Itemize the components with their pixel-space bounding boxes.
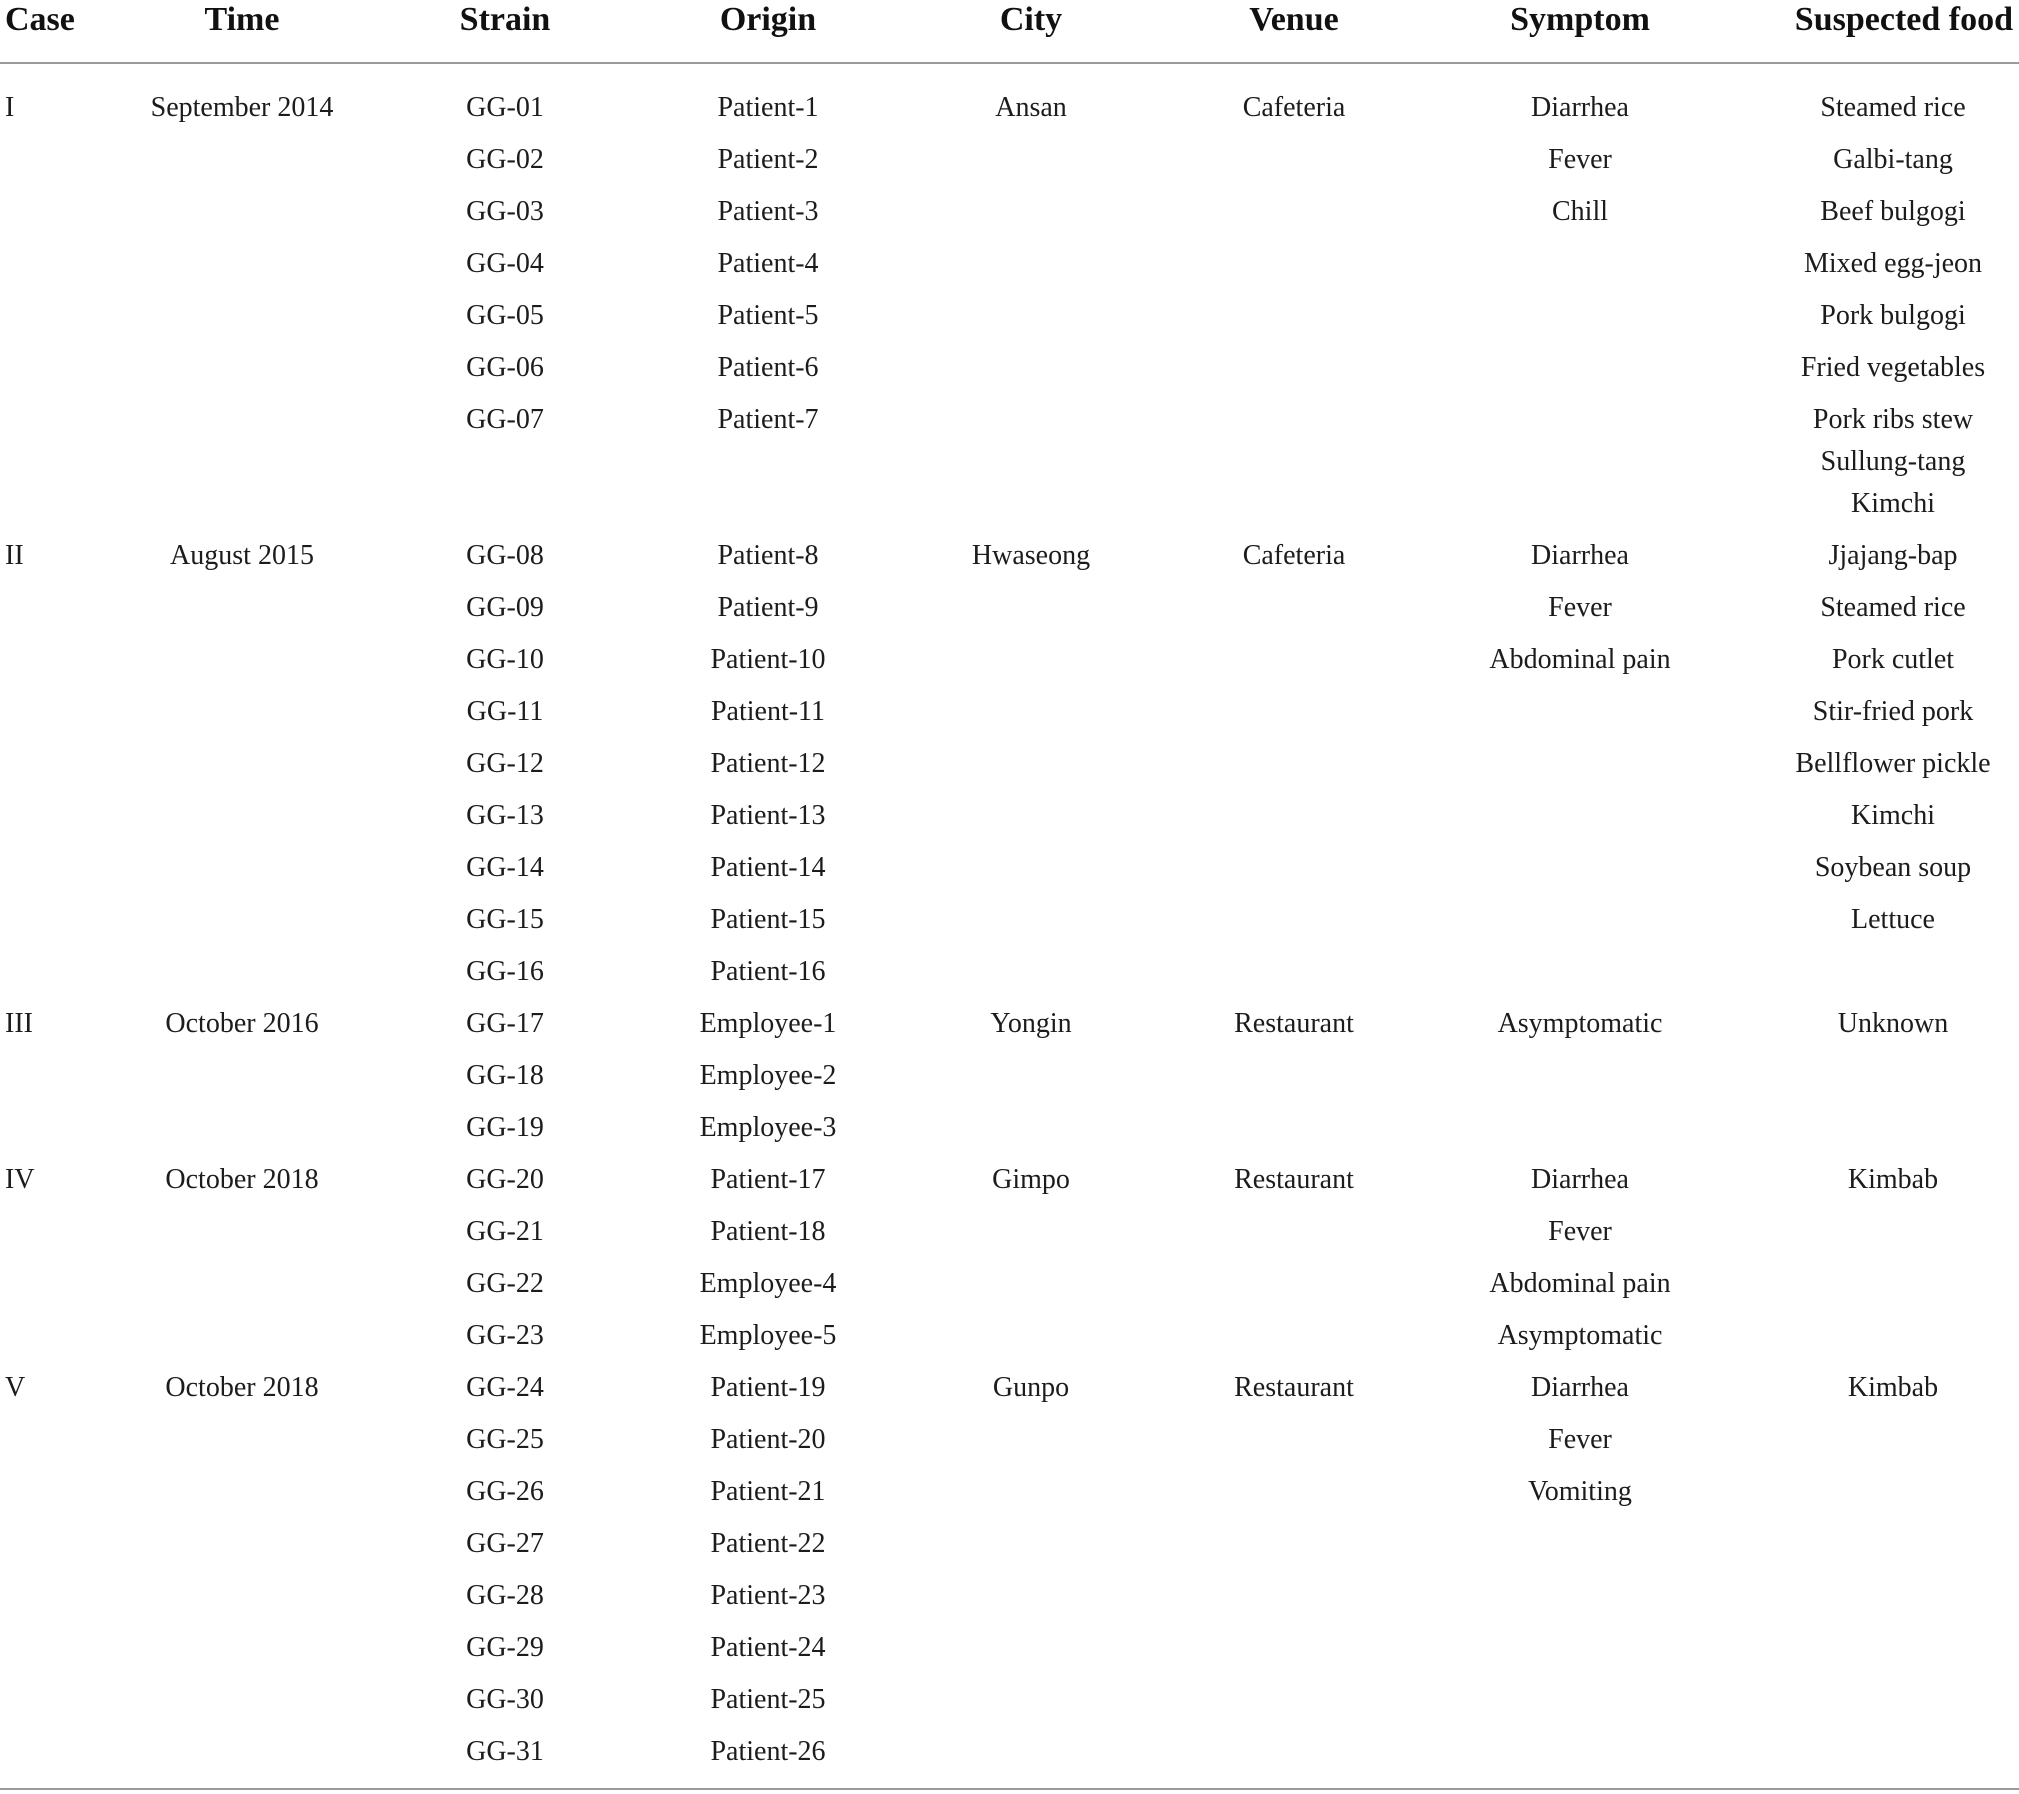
origin-label: Patient-26 <box>710 1736 826 1767</box>
case-time: September 2014 <box>150 92 334 123</box>
case-id: I <box>5 92 15 123</box>
origin-label: Employee-5 <box>699 1320 837 1351</box>
suspected-food-label: Kimbab <box>1847 1164 1939 1195</box>
strain-id: GG-04 <box>466 248 544 279</box>
strain-id: GG-17 <box>466 1008 544 1039</box>
symptom-label: Fever <box>1548 144 1612 175</box>
strain-id: GG-13 <box>466 800 544 831</box>
strain-id: GG-16 <box>466 956 544 987</box>
case-city: Hwaseong <box>971 540 1091 571</box>
symptom-label: Asymptomatic <box>1497 1320 1663 1351</box>
suspected-food-label: Bellflower pickle <box>1795 748 1991 779</box>
origin-label: Employee-3 <box>699 1112 837 1143</box>
strain-id: GG-02 <box>466 144 544 175</box>
strain-id: GG-26 <box>466 1476 544 1507</box>
case-time: October 2018 <box>165 1372 319 1403</box>
origin-label: Patient-14 <box>710 852 826 883</box>
suspected-food-label: Sullung-tang <box>1820 446 1966 477</box>
case-venue: Restaurant <box>1234 1164 1354 1195</box>
suspected-food-label: Lettuce <box>1851 904 1935 935</box>
suspected-food-label: Unknown <box>1837 1008 1949 1039</box>
symptom-label: Abdominal pain <box>1489 1268 1671 1299</box>
suspected-food-label: Stir-fried pork <box>1812 696 1974 727</box>
suspected-food-label: Pork ribs stew <box>1812 404 1974 435</box>
origin-label: Patient-1 <box>717 92 819 123</box>
origin-label: Patient-23 <box>710 1580 826 1611</box>
suspected-food-label: Kimchi <box>1851 488 1935 519</box>
case-venue: Cafeteria <box>1242 92 1346 123</box>
symptom-label: Chill <box>1551 196 1609 227</box>
case-venue: Cafeteria <box>1242 540 1346 571</box>
origin-label: Patient-9 <box>717 592 819 623</box>
strain-id: GG-09 <box>466 592 544 623</box>
strain-id: GG-25 <box>466 1424 544 1455</box>
bottom-rule <box>0 1788 2019 1790</box>
suspected-food-label: Fried vegetables <box>1800 352 1986 383</box>
strain-id: GG-27 <box>466 1528 544 1559</box>
strain-id: GG-29 <box>466 1632 544 1663</box>
strain-id: GG-15 <box>466 904 544 935</box>
origin-label: Employee-2 <box>699 1060 837 1091</box>
strain-id: GG-10 <box>466 644 544 675</box>
origin-label: Patient-17 <box>710 1164 826 1195</box>
origin-label: Patient-10 <box>710 644 826 675</box>
symptom-label: Vomiting <box>1528 1476 1632 1507</box>
suspected-food-label: Pork bulgogi <box>1820 300 1966 331</box>
symptom-label: Diarrhea <box>1531 92 1629 123</box>
origin-label: Patient-3 <box>717 196 819 227</box>
strain-id: GG-28 <box>466 1580 544 1611</box>
strain-id: GG-11 <box>466 696 544 727</box>
case-city: Yongin <box>990 1008 1072 1039</box>
suspected-food-label: Kimbab <box>1847 1372 1939 1403</box>
symptom-label: Diarrhea <box>1531 1164 1629 1195</box>
strain-id: GG-30 <box>466 1684 544 1715</box>
case-time: August 2015 <box>170 540 314 571</box>
symptom-label: Asymptomatic <box>1497 1008 1663 1039</box>
strain-id: GG-12 <box>466 748 544 779</box>
suspected-food-label: Jjajang-bap <box>1828 540 1958 571</box>
strain-id: GG-08 <box>466 540 544 571</box>
strain-id: GG-31 <box>466 1736 544 1767</box>
symptom-label: Fever <box>1548 592 1612 623</box>
strain-id: GG-22 <box>466 1268 544 1299</box>
suspected-food-label: Steamed rice <box>1820 592 1966 623</box>
strain-id: GG-18 <box>466 1060 544 1091</box>
origin-label: Patient-8 <box>717 540 819 571</box>
suspected-food-label: Pork cutlet <box>1831 644 1955 675</box>
strain-id: GG-24 <box>466 1372 544 1403</box>
column-header-origin: Origin <box>719 1 817 38</box>
origin-label: Patient-22 <box>710 1528 826 1559</box>
case-id: V <box>5 1372 26 1403</box>
strain-id: GG-19 <box>466 1112 544 1143</box>
origin-label: Patient-21 <box>710 1476 826 1507</box>
origin-label: Employee-4 <box>699 1268 837 1299</box>
case-venue: Restaurant <box>1234 1372 1354 1403</box>
strain-id: GG-21 <box>466 1216 544 1247</box>
suspected-food-label: Galbi-tang <box>1833 144 1953 175</box>
case-venue: Restaurant <box>1234 1008 1354 1039</box>
origin-label: Patient-19 <box>710 1372 826 1403</box>
origin-label: Patient-4 <box>717 248 819 279</box>
symptom-label: Fever <box>1548 1424 1612 1455</box>
strain-id: GG-20 <box>466 1164 544 1195</box>
column-header-venue: Venue <box>1249 1 1339 38</box>
suspected-food-label: Mixed egg-jeon <box>1803 248 1983 279</box>
case-id: II <box>5 540 24 571</box>
case-city: Gimpo <box>992 1164 1070 1195</box>
case-time: October 2018 <box>165 1164 319 1195</box>
symptom-label: Diarrhea <box>1531 1372 1629 1403</box>
origin-label: Patient-7 <box>717 404 819 435</box>
origin-label: Patient-25 <box>710 1684 826 1715</box>
origin-label: Patient-2 <box>717 144 819 175</box>
suspected-food-label: Beef bulgogi <box>1820 196 1966 227</box>
origin-label: Employee-1 <box>699 1008 837 1039</box>
column-header-time: Time <box>204 1 280 38</box>
case-city: Ansan <box>995 92 1067 123</box>
case-id: III <box>5 1008 33 1039</box>
symptom-label: Fever <box>1548 1216 1612 1247</box>
strain-id: GG-06 <box>466 352 544 383</box>
strain-id: GG-03 <box>466 196 544 227</box>
column-header-strain: Strain <box>459 1 551 38</box>
symptom-label: Abdominal pain <box>1489 644 1671 675</box>
origin-label: Patient-13 <box>710 800 826 831</box>
origin-label: Patient-20 <box>710 1424 826 1455</box>
strain-id: GG-23 <box>466 1320 544 1351</box>
origin-label: Patient-12 <box>710 748 826 779</box>
column-header-city: City <box>999 1 1063 38</box>
origin-label: Patient-24 <box>710 1632 826 1663</box>
suspected-food-label: Kimchi <box>1851 800 1935 831</box>
case-time: October 2016 <box>165 1008 319 1039</box>
strain-id: GG-05 <box>466 300 544 331</box>
origin-label: Patient-18 <box>710 1216 826 1247</box>
origin-label: Patient-11 <box>710 696 826 727</box>
column-header-suspected-food: Suspected food <box>1794 1 2013 38</box>
header-rule <box>0 62 2019 64</box>
strain-id: GG-01 <box>466 92 544 123</box>
column-header-symptom: Symptom <box>1510 1 1650 38</box>
origin-label: Patient-5 <box>717 300 819 331</box>
strain-id: GG-14 <box>466 852 544 883</box>
suspected-food-label: Steamed rice <box>1820 92 1966 123</box>
symptom-label: Diarrhea <box>1531 540 1629 571</box>
strain-id: GG-07 <box>466 404 544 435</box>
case-city: Gunpo <box>992 1372 1070 1403</box>
column-header-case: Case <box>5 1 75 38</box>
case-id: IV <box>5 1164 35 1195</box>
origin-label: Patient-15 <box>710 904 826 935</box>
origin-label: Patient-6 <box>717 352 819 383</box>
origin-label: Patient-16 <box>710 956 826 987</box>
suspected-food-label: Soybean soup <box>1814 852 1972 883</box>
